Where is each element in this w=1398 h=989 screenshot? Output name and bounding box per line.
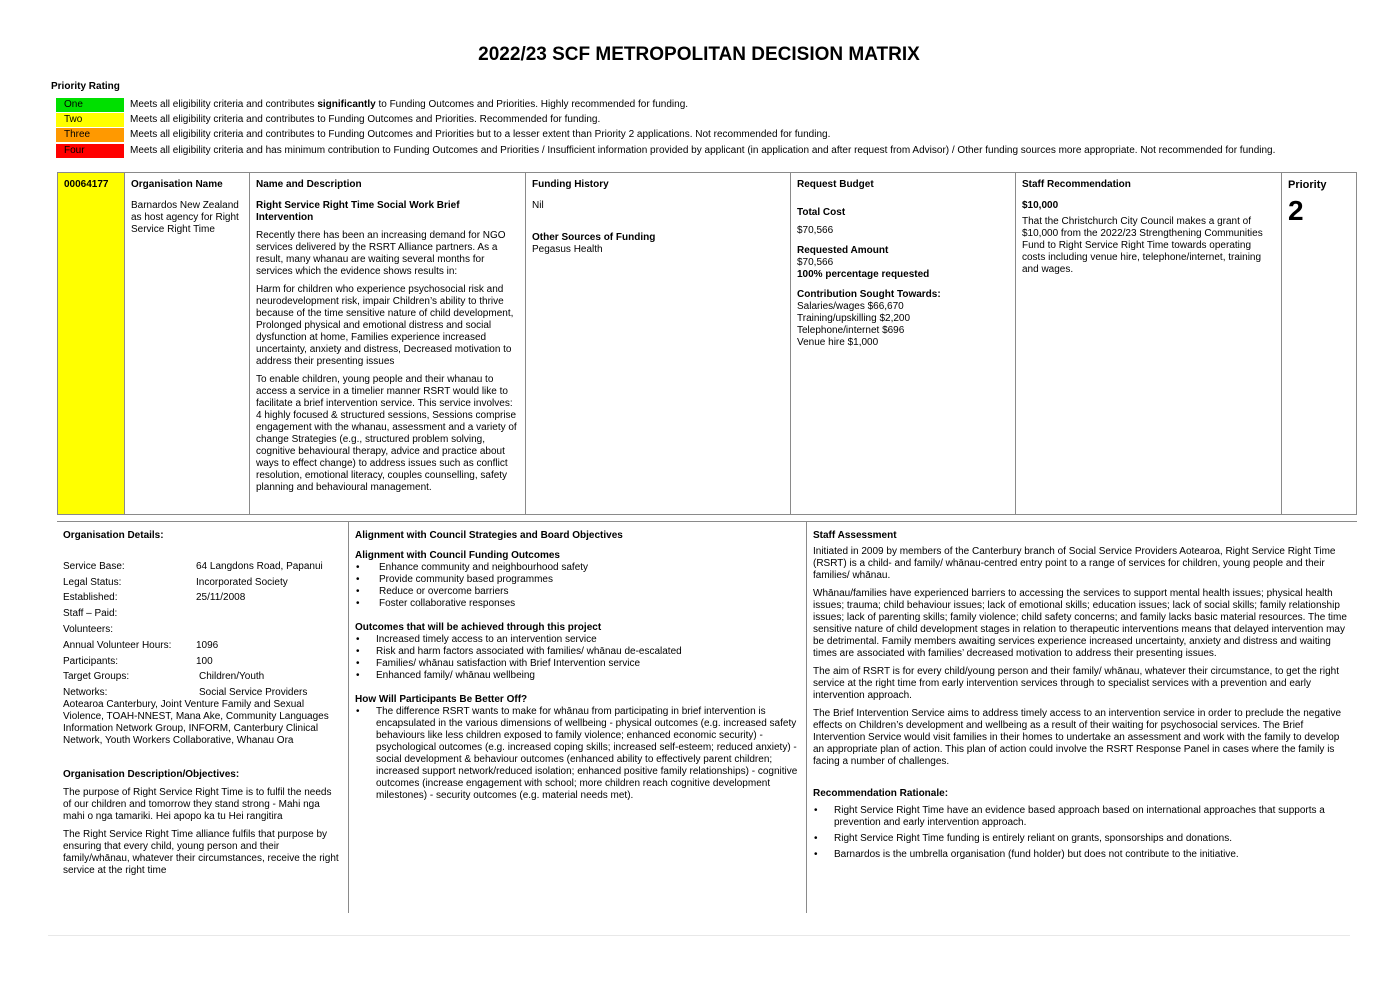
detail-label: Annual Volunteer Hours: [63,639,172,651]
application-id-cell [58,173,125,514]
funding-outcomes-list [355,562,800,610]
other-sources-header: Other Sources of Funding [532,232,656,243]
project-outcomes-heading: Outcomes that will be achieved through this project [355,622,602,633]
total-cost-value: $70,566 [797,225,834,236]
list-item: • Barnardos is the umbrella organisation (fund holder) but does not contribute to the initiative. [813,849,1351,861]
list-item: • Right Service Right Time funding is entirely reliant on grants, sponsorships and donations. [813,833,1351,845]
detail-value: Incorporated Society [196,576,288,588]
detail-label: Target Groups: [63,671,130,683]
list-item: • Enhance community and neighbourhood safety [355,562,800,574]
organisation-cell [125,173,250,514]
recommendation-rationale-heading: Recommendation Rationale: [813,788,949,799]
application-id: 00064177 [64,179,109,190]
organisation-description-paragraph: The Right Service Right Time alliance fulfils that purpose by ensuring that every child, young person and their family/whānau, whatever their circumstances, receive the right service at the right time [63,829,339,877]
staff-recommendation-cell [1016,173,1282,514]
total-cost-label: Total Cost [797,207,846,218]
staff-recommendation-text: That the Christchurch City Council makes a grant of $10,000 from the 2022/23 Strengthening Communities Fund to Right Service Right Time towards operating costs including venue hire, telephone/internet, training and wages. [1022,216,1263,275]
assessment-paragraph: The aim of RSRT is for every child/young person and their family/ whānau, whatever their circumstance, to get the right service at the right time from early intervention services through to specialist services with a prevention and early intervention approach. [813,666,1339,701]
assessment-paragraph: Initiated in 2009 by members of the Canterbury branch of Social Service Providers Aotearoa, Right Service Right Time (RSRT) is a child- and family/ whānau-centred entry point to a range of services for children, young people and their families/ whānau. [813,546,1336,581]
budget-cell [791,173,1016,514]
list-item: • Enhanced family/ whānau wellbeing [355,670,800,682]
description-cell [250,173,526,514]
detail-value: 64 Langdons Road, Papanui [196,560,323,572]
detail-row [63,654,342,670]
priority-swatch-one: One [56,98,124,112]
detail-value: 100 [196,655,213,667]
staff-recommended-amount: $10,000 [1022,200,1059,211]
legend-row-four [56,143,1275,158]
alignment-column [349,522,807,913]
list-item: • Provide community based programmes [355,574,800,586]
priority-header: Priority [1288,179,1327,191]
application-row [57,172,1357,515]
organisation-description-heading: Organisation Description/Objectives: [63,769,240,781]
legend-text-four: Meets all eligibility criteria and has minimum contribution to Funding Outcomes and Priorities / Insufficient information provided by applicant (in application and after request from Advisor) / Other funding sources more appropriate. Not recommended for funding. [130,144,1276,156]
legend-row-one [56,97,1275,112]
contribution-label: Contribution Sought Towards: [797,289,941,300]
priority-value: 2 [1288,195,1304,226]
better-off-list [355,706,800,802]
funding-cell [526,173,791,514]
rationale-list [813,805,1351,861]
description-paragraph: Harm for children who experience psychosocial risk and neurodevelopment risk, impair Children’s ability to thrive because of the time sensitive nature of child development, Prolonged physical and emotional distress and social dysfunction at home, Families experience increased uncertainty, anxiety and distress, Decreased motivation to address their presenting issues [256,284,514,367]
list-item: • Families/ whānau satisfaction with Brief Intervention service [355,658,800,670]
detail-label: Volunteers: [63,624,114,636]
legend-text-one: Meets all eligibility criteria and contributes significantly to Funding Outcomes and Priorities. Highly recommended for funding. [130,98,689,110]
detail-row [63,638,342,654]
detail-value: Children/Youth [199,671,265,683]
other-sources-value: Pegasus Health [532,244,603,255]
detail-label: Participants: [63,655,119,667]
description-paragraph: Recently there has been an increasing demand for NGO services delivered by the RSRT Alliance partners. As a result, many whanau are waiting several months for services which the evidence shows results in: [256,230,506,277]
name-description-header: Name and Description [256,179,362,190]
organisation-details-column [57,522,349,913]
detail-label: Service Base: [63,560,125,572]
project-name: Right Service Right Time Social Work Brief Intervention [256,200,460,223]
networks-first: Social Service Providers [199,687,308,699]
staff-assessment-heading: Staff Assessment [813,530,897,541]
percentage-requested: 100% percentage requested [797,269,930,280]
priority-swatch-two: Two [56,113,124,127]
priority-rating-heading: Priority Rating [51,81,120,92]
detail-row [63,670,342,686]
funding-outcomes-heading: Alignment with Council Funding Outcomes [355,550,560,561]
staff-recommendation-header: Staff Recommendation [1022,179,1131,190]
detail-row [63,622,342,638]
organisation-name: Barnardos New Zealand as host agency for Right Service Right Time [131,200,239,235]
funding-history-value: Nil [532,200,544,211]
contribution-item: Salaries/wages $66,670 [797,301,904,312]
alignment-heading: Alignment with Council Strategies and Board Objectives [355,530,623,541]
footer-divider [48,935,1350,936]
detail-label: Staff – Paid: [63,608,118,620]
detail-value: 1096 [196,639,219,651]
contribution-item: Venue hire $1,000 [797,337,879,348]
contribution-item: Telephone/internet $696 [797,325,905,336]
project-outcomes-list [355,634,800,682]
requested-amount-label: Requested Amount [797,245,889,256]
details-section [57,522,1357,913]
detail-label: Legal Status: [63,576,122,588]
assessment-paragraph: The Brief Intervention Service aims to address timely access to an intervention service in order to preclude the negative effects on Children’s development and wellbeing as a result of their waiting for psychosocial services. The Brief Intervention Service would visit families in their homes to undertake an assessment and work with the family to develop an appropriate plan of action. This plan of action could involve the RSRT Response Panel in cases where the family is facing a number of challenges. [813,708,1342,767]
request-budget-header: Request Budget [797,179,874,190]
organisation-name-header: Organisation Name [131,179,223,190]
list-item: • The difference RSRT wants to make for whānau from participating in brief intervention is encapsulated in the various dimensions of wellbeing - physical outcomes (e.g. increased safety behaviours like less children exposed to family violence; enhanced economic security) - psychological outcomes (e.g. increased coping skills; increased self-esteem; reduced anxiety) - social development & behaviour outcomes (enhanced ability to effectively parent children; increased support network/reduced isolation; enhanced positive family relationships) - cognitive outcomes (increase engagement with school; more children reach cognitive development milestones) - security outcomes (e.g. material needs met). [355,706,800,802]
networks-block [63,687,342,747]
detail-row [63,575,342,591]
funding-history-header: Funding History [532,179,609,190]
list-item: • Increased timely access to an intervention service [355,634,800,646]
legend-row-three [56,128,1275,143]
detail-row [63,559,342,575]
list-item: • Risk and harm factors associated with families/ whānau de-escalated [355,646,800,658]
legend-row-two [56,112,1275,127]
organisation-description-paragraph: The purpose of Right Service Right Time is to fulfil the needs of our children and tomorrow they stand strong - Mahi nga mahi o nga tamariki. Hei apopo ka tu Hei rangitira [63,787,332,823]
organisation-details-heading: Organisation Details: [63,530,164,541]
contribution-item: Training/upskilling $2,200 [797,313,911,324]
detail-label: Established: [63,592,118,604]
list-item: • Right Service Right Time have an evidence based approach based on international approaches that supports a prevention and early intervention approach. [813,805,1351,829]
detail-row [63,591,342,607]
assessment-paragraph: Whānau/families have experienced barriers to accessing the services to support mental health issues; physical health issues; trauma; child behaviour issues; lack of emotional skills; education issues; lack of social skills; family relationship issues; lack of parenting skills; family violence; child safety concerns; and family lacks basic material resources. The time sensitive nature of child development stages in relation to therapeutic interventions means that delayed intervention may be detrimental. Family members awaiting services experience increased uncertainty, anxiety and distress and waiting times are associated with families’ decreased motivation to address their presenting issues. [813,588,1347,659]
staff-assessment-column [807,522,1357,913]
priority-legend [56,97,1275,158]
list-item: • Reduce or overcome barriers [355,586,800,598]
networks-value: Aotearoa Canterbury, Joint Venture Family and Sexual Violence, TOAH-NNEST, Mana Ake, Community Languages Information Network Group, INFORM, Canterbury Clinical Network, Youth Workers Collaborative, Whanau Ora [63,699,329,747]
detail-row [63,606,342,622]
legend-text-three: Meets all eligibility criteria and contributes to Funding Outcomes and Priorities but to a lesser extent than Priority 2 applications. Not recommended for funding. [130,129,831,141]
description-paragraph: To enable children, young people and their whanau to access a service in a timelier manner RSRT would like to facilitate a brief intervention service. This service involves: 4 highly focused & structured sessions, Sessions comprise engagement with the whanau, assessment and a variety of change Strategies (e.g., structured problem solving, cognitive behavioural therapy, advice and practice about ways to effect change) to address issues such as conflict resolution, emotional literacy, couples counselling, safety planning and behavioural management. [256,374,517,493]
page-title: 2022/23 SCF METROPOLITAN DECISION MATRIX [478,44,920,65]
list-item: • Foster collaborative responses [355,598,800,610]
requested-amount-value: $70,566 [797,257,834,268]
networks-label: Networks: [63,687,108,699]
priority-swatch-four: Four [56,144,124,158]
priority-cell [1282,173,1356,514]
legend-text-two: Meets all eligibility criteria and contributes to Funding Outcomes and Priorities. Recommended for funding. [130,113,601,125]
detail-value: 25/11/2008 [196,592,246,604]
priority-swatch-three: Three [56,128,124,142]
better-off-heading: How Will Participants Be Better Off? [355,694,528,705]
